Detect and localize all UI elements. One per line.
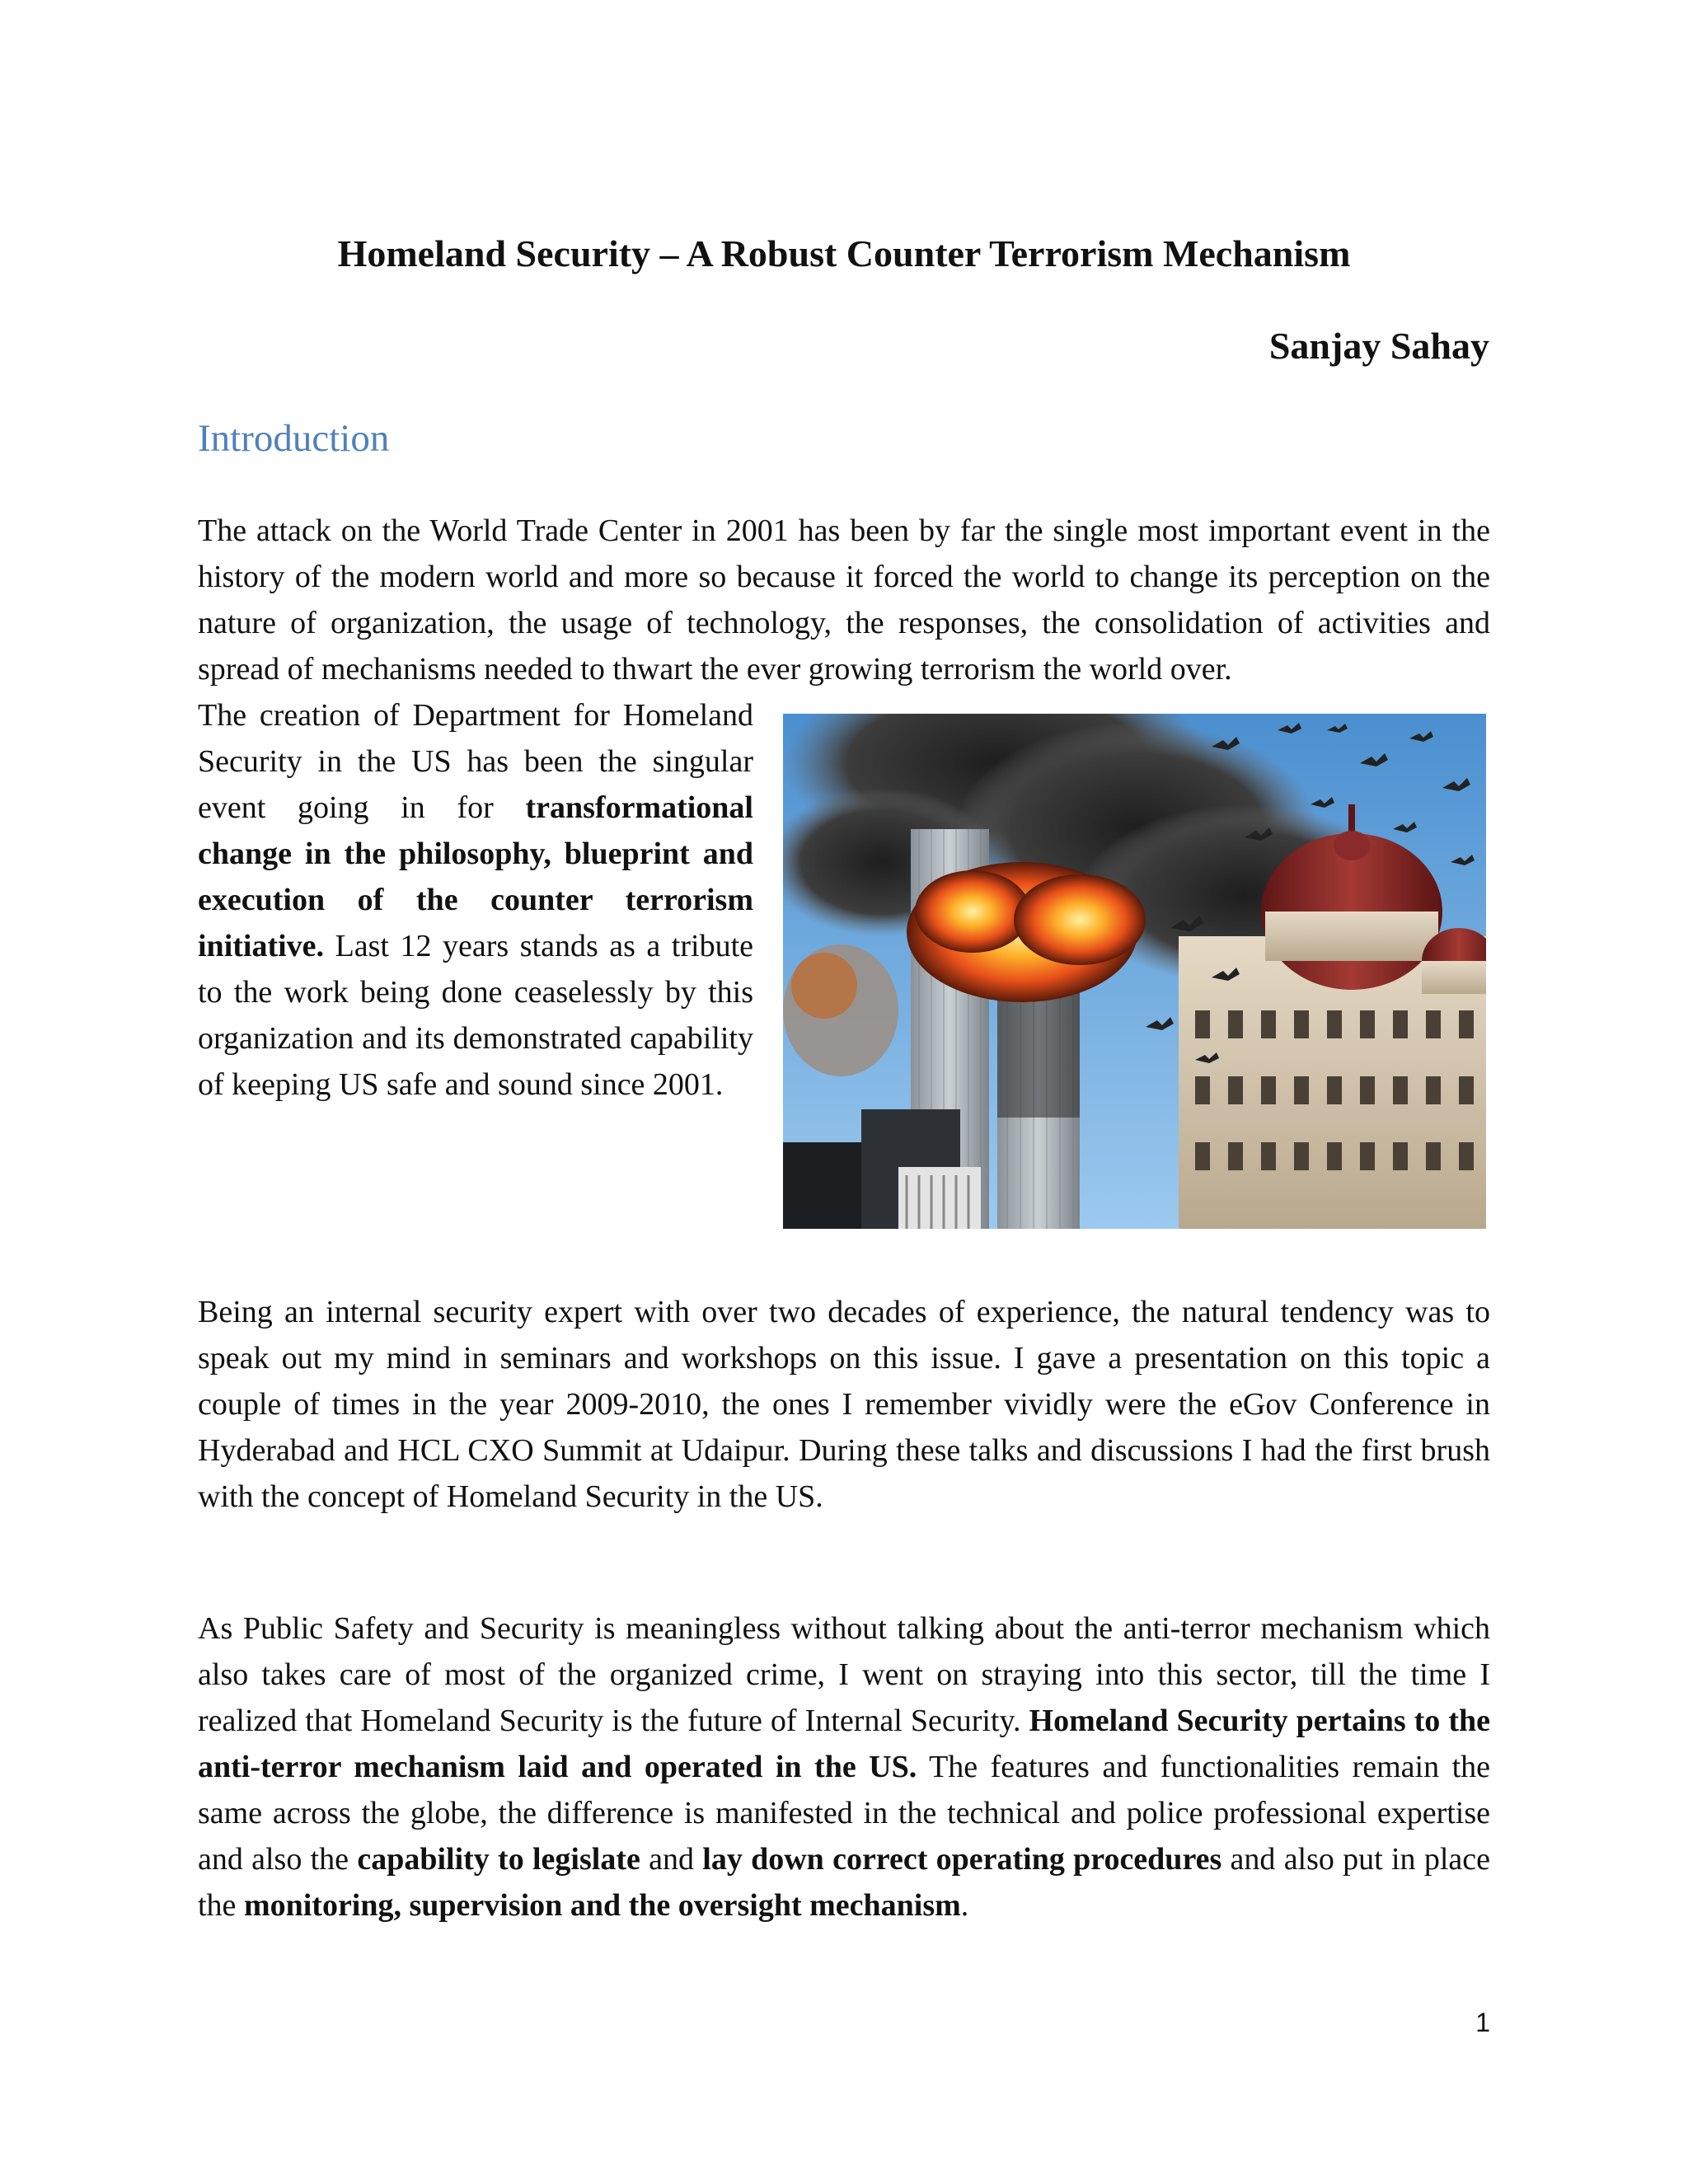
section-heading-introduction: Introduction: [198, 417, 390, 460]
page-number: 1: [1475, 2008, 1490, 2037]
author-name: Sanjay Sahay: [1268, 325, 1489, 367]
paragraph-public-safety-bold-a: Homeland Security pertains to the anti-terror mechanism laid and operated in the US.: [198, 1704, 1491, 1784]
paragraph-public-safety-text-e: .: [960, 1888, 969, 1923]
wtc-taj-photo-collage: [783, 714, 1486, 1229]
paragraph-dhs-text-b: Last 12 years stands as a tribute to the work being done ceaselessly by this organization and its demonstrated capability of keeping US safe and sound since 2001.: [198, 929, 753, 1102]
paragraph-intro: The attack on the World Trade Center in 2001 has been by far the single most important event in the history of the modern world and more so because it forced the world to change its perception on the nature of organization, the usage of technology, the responses, the consolidation of activities and spread of mechanisms needed to thwart the ever growing terrorism the world over.: [198, 513, 1490, 687]
paragraph-public-safety: [198, 1605, 1490, 1929]
paragraph-dhs: [198, 692, 753, 1108]
photo-collage-icon: [783, 714, 1486, 1229]
paragraph-public-safety-bold-c: lay down correct operating procedures: [702, 1842, 1222, 1877]
paragraph-public-safety-text-c: and: [640, 1842, 703, 1877]
document-title: Homeland Security – A Robust Counter Terrorism Mechanism: [337, 232, 1351, 274]
paragraph-dhs-bold: transformational change in the philosophy, blueprint and execution of the counter terrorism initiative.: [198, 790, 753, 963]
paragraph-public-safety-bold-b: capability to legislate: [357, 1842, 640, 1877]
paragraph-public-safety-bold-d: monitoring, supervision and the oversight mechanism: [243, 1888, 961, 1923]
paragraph-experience: Being an internal security expert with over two decades of experience, the natural tendency was to speak out my mind in seminars and workshops on this issue. I gave a presentation on this topic a couple of times in the year 2009-2010, the ones I remember vividly were the eGov Conference in Hyderabad and HCL CXO Summit at Udaipur. During these talks and discussions I had the first brush with the concept of Homeland Security in the US.: [198, 1295, 1490, 1514]
paragraph-public-safety-text-d: and also put in place the: [198, 1842, 1490, 1923]
paragraph-public-safety-text-a: As Public Safety and Security is meaningless without talking about the anti-terror mechanism which also takes care of most of the organized crime, I went on straying into this sector, till the time I realized that Homeland Security is the future of Internal Security.: [198, 1611, 1490, 1738]
paragraph-public-safety-text-b: The features and functionalities remain the same across the globe, the difference is manifested in the technical and police professional expertise and also the: [198, 1750, 1491, 1877]
paragraph-dhs-text-a: The creation of Department for Homeland Security in the US has been the singular event going in for: [198, 698, 753, 825]
